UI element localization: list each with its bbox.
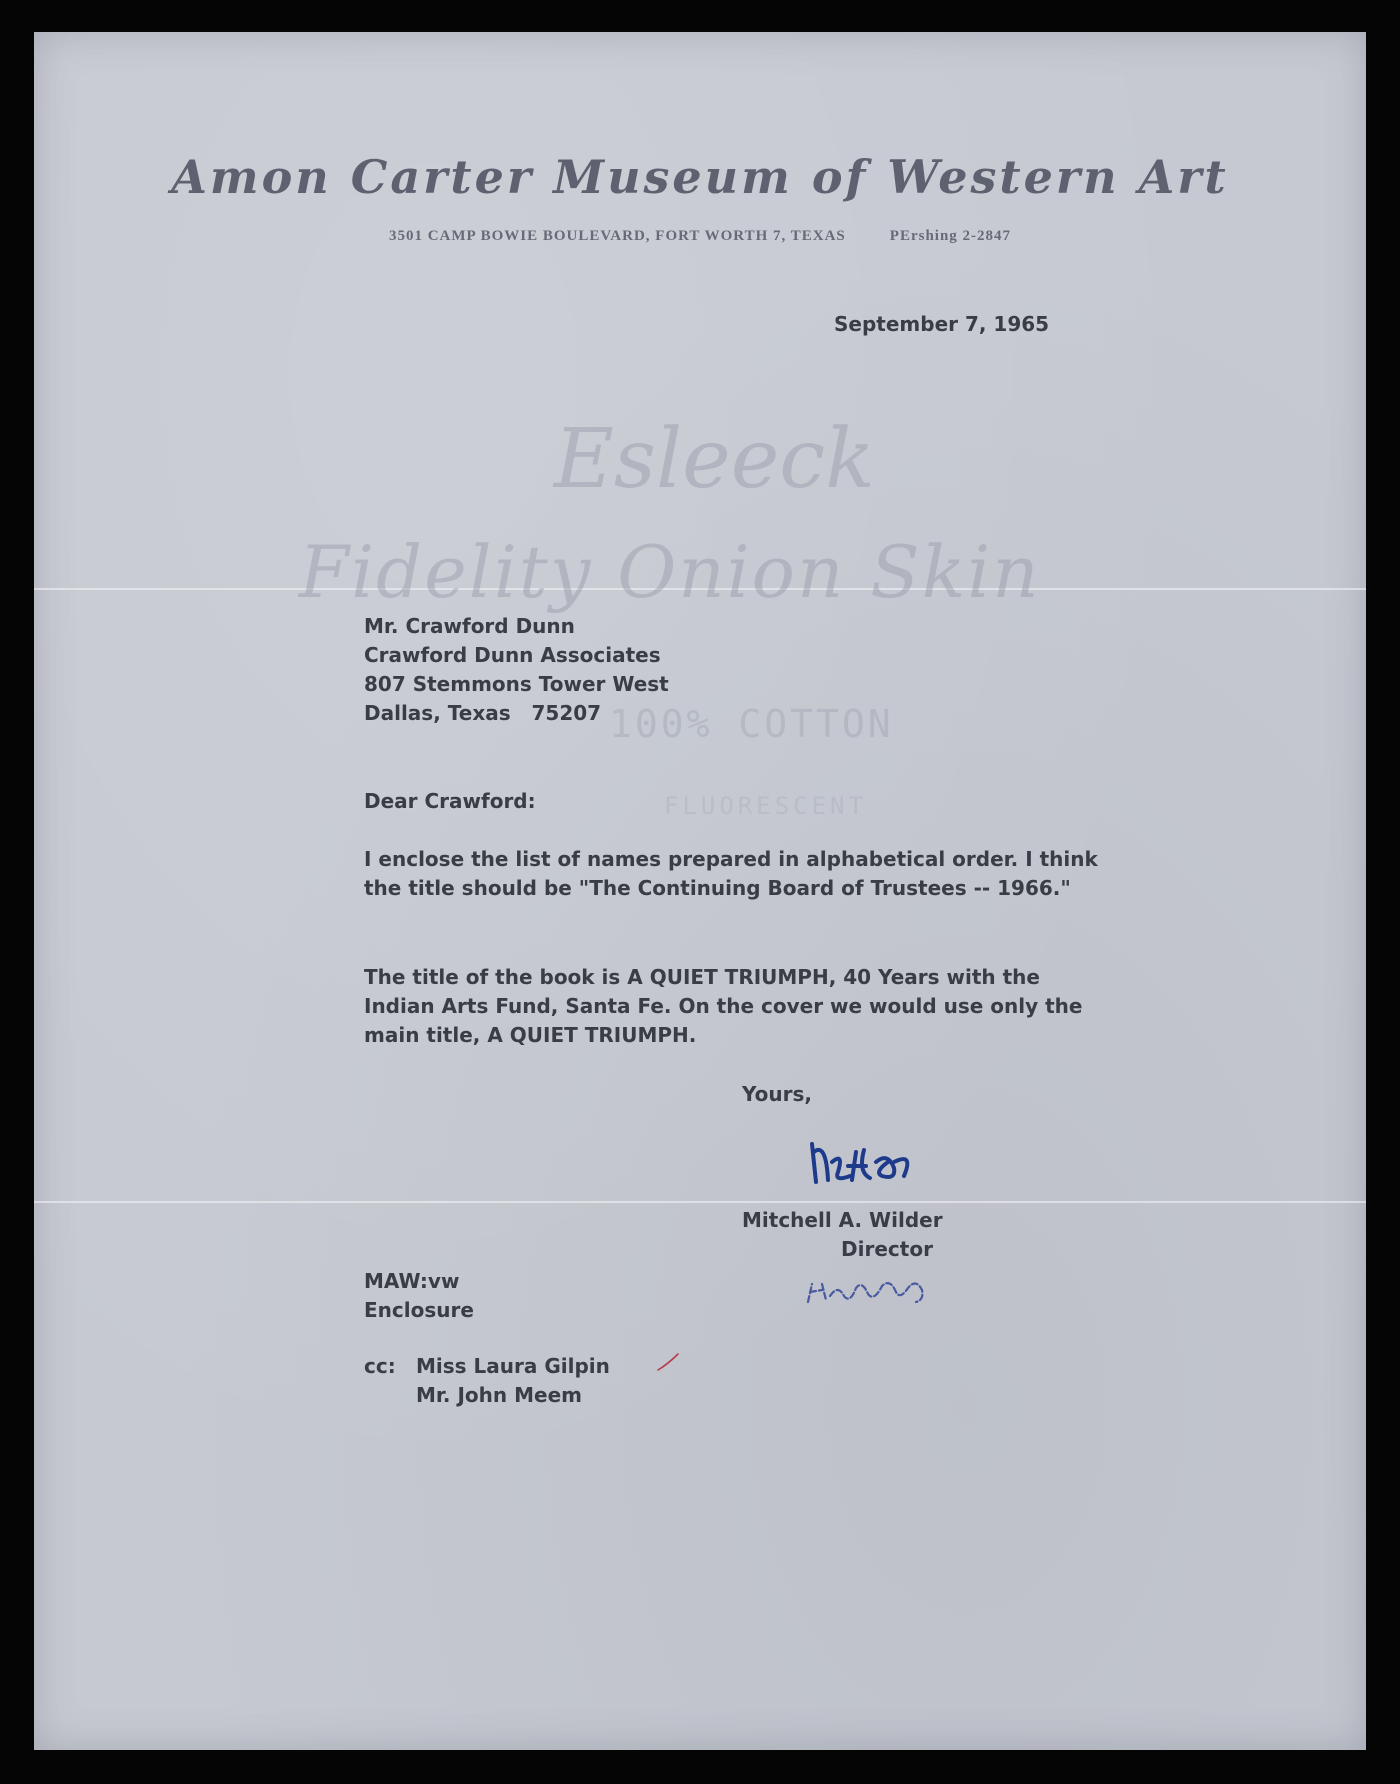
cc-recipient: Miss Laura Gilpin — [416, 1354, 610, 1378]
fold-line — [34, 1201, 1366, 1203]
watermark-brand: Esleeck — [554, 412, 875, 507]
letterhead-phone: PErshing 2-2847 — [889, 228, 1012, 244]
watermark-finish: FLUORESCENT — [664, 792, 867, 820]
watermark-paper-name: Fidelity Onion Skin — [299, 530, 1041, 614]
enclosure-note: Enclosure — [364, 1298, 474, 1322]
body-paragraph: The title of the book is A QUIET TRIUMPH, 40 Years with the Indian Arts Fund, Santa Fe. On the cover we would use only the main title, A QUIET TRIUMPH. — [364, 965, 1083, 1047]
letterhead-title: Amon Carter Museum of Western Art — [171, 150, 1229, 204]
typist-initials-block — [364, 1267, 474, 1325]
body-paragraph: I enclose the list of names prepared in alphabetical order. I think the title should be "The Continuing Board of Trustees -- 1966." — [364, 847, 1098, 900]
handwritten-scribble — [804, 1270, 954, 1310]
cc-block — [364, 1352, 610, 1410]
letterhead-address-line — [34, 228, 1366, 245]
recipient-line: Dallas, Texas 75207 — [364, 701, 602, 725]
red-check-mark — [654, 1350, 684, 1376]
signer-title: Director — [841, 1237, 933, 1261]
recipient-line: Mr. Crawford Dunn — [364, 614, 575, 638]
cc-label: cc: — [364, 1354, 396, 1378]
letterhead-address: 3501 CAMP BOWIE BOULEVARD, FORT WORTH 7, TEXAS — [388, 228, 846, 244]
recipient-address — [364, 612, 669, 728]
cc-recipient: Mr. John Meem — [416, 1383, 582, 1407]
letter-date: September 7, 1965 — [834, 312, 1050, 336]
recipient-line: Crawford Dunn Associates — [364, 643, 661, 667]
closing: Yours, — [742, 1082, 812, 1106]
typist-initials: MAW:vw — [364, 1269, 460, 1293]
signer-name: Mitchell A. Wilder — [742, 1208, 943, 1232]
salutation: Dear Crawford: — [364, 789, 536, 813]
handwritten-signature — [804, 1132, 954, 1202]
letter-page — [34, 32, 1366, 1750]
recipient-line: 807 Stemmons Tower West — [364, 672, 669, 696]
watermark-content: 100% COTTON — [609, 702, 894, 746]
